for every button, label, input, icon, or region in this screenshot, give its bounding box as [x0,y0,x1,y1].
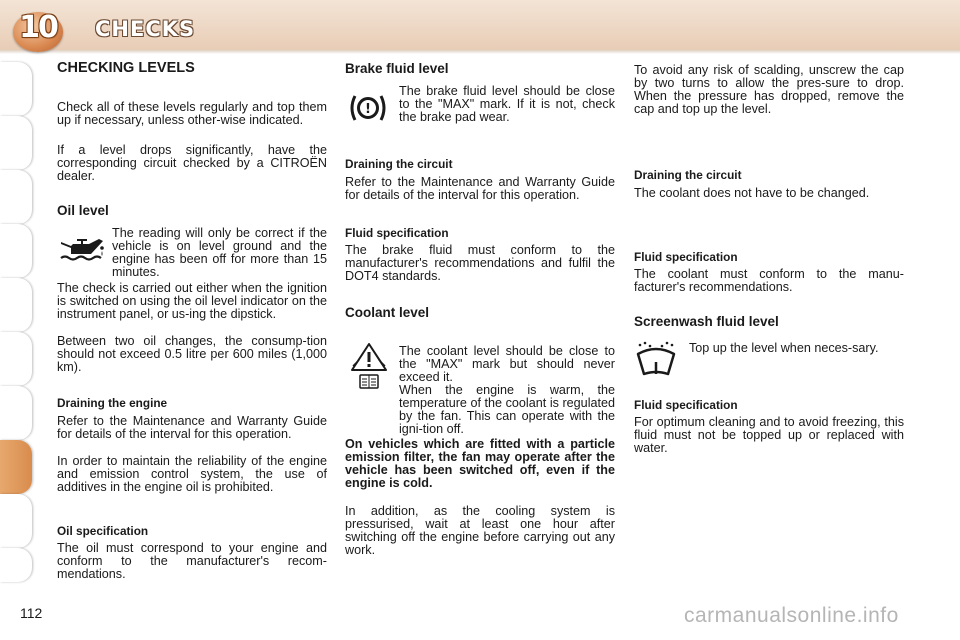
chapter-tab-active[interactable] [0,440,32,494]
coolant-warning-paragraph: On vehicles which are fitted with a particle emission filter, the fan may operate after the vehicle has been switched off, even if the engine is cold. [345,437,615,490]
coolant-spec-paragraph: The coolant must conform to the manu-facturer's recommendations. [634,267,904,294]
chapter-tab[interactable] [0,170,32,224]
oil-level-heading: Oil level [57,203,109,218]
oil-spec-heading: Oil specification [57,524,149,538]
coolant-paragraph: When the engine is warm, the temperature of the coolant is regulated by the fan. This can operate with the igni-tion off. [399,383,615,436]
drain-paragraph: The coolant does not have to be changed. [634,186,870,200]
draining-circuit-heading: Draining the circuit [345,157,453,171]
brake-fluid-heading: Brake fluid level [345,61,449,76]
chapter-title: CHECKS [95,17,196,41]
chapter-tab[interactable] [0,278,32,332]
screenwash-spec-heading: Fluid specification [634,398,738,412]
brake-spec-heading: Fluid specification [345,226,449,240]
oil-spec-paragraph: The oil must correspond to your engine and conform to the manufacturer's recom-mendations. [57,541,327,581]
page-number: 112 [20,605,43,621]
intro-paragraph: Check all of these levels regularly and top them up if necessary, unless other-wise indicated. [57,100,327,127]
coolant-paragraph: The coolant level should be close to the "MAX" mark but should never exceed it. [399,344,615,384]
chapter-tab[interactable] [0,116,32,170]
chapter-tab[interactable] [0,386,32,440]
drain-paragraph: Refer to the Maintenance and Warranty Guide for details of the interval for this operation. [57,414,327,441]
chapter-tab[interactable] [0,62,32,116]
chapter-number: 10 [19,10,57,45]
section-heading: CHECKING LEVELS [57,60,195,76]
intro-paragraph: If a level drops significantly, have the corresponding circuit checked by a CITROËN dealer. [57,143,327,183]
chapter-tab[interactable] [0,224,32,278]
oil-paragraph: Between two oil changes, the consump-tion should not exceed 0.5 litre per 600 miles (1,000 km). [57,334,327,374]
svg-text:!: ! [365,102,371,117]
draining-circuit-heading: Draining the circuit [634,168,742,182]
chapter-tab[interactable] [0,548,32,582]
brake-spec-paragraph: The brake fluid must conform to the manufacturer's recommendations and fulfil the DOT4 standards. [345,243,615,283]
coolant-heading: Coolant level [345,305,430,320]
chapter-tabs [0,62,34,582]
screenwash-paragraph: Top up the level when neces-sary. [689,341,879,355]
draining-engine-heading: Draining the engine [57,396,168,410]
oil-paragraph: The reading will only be correct if the vehicle is on level ground and the engine has been off for more than 15 minutes. [112,226,327,279]
chapter-tab[interactable] [0,494,32,548]
watermark: carmanualsonline.info [684,604,899,627]
oil-paragraph: The check is carried out either when the ignition is switched on using the oil level indicator on the instrument panel, or us-ing the dipstick. [57,281,327,321]
scald-paragraph: To avoid any risk of scalding, unscrew the cap by two turns to allow the pres-sure to drop. When the pressure has dropped, remove the cap and top up the level. [634,63,904,116]
coolant-spec-heading: Fluid specification [634,250,738,264]
header-shadow [0,50,960,54]
screenwash-spec-paragraph: For optimum cleaning and to avoid freezing, this fluid must not be topped up or replaced with water. [634,415,904,455]
drain-paragraph: Refer to the Maintenance and Warranty Guide for details of the interval for this operation. [345,175,615,202]
screenwash-heading: Screenwash fluid level [634,314,779,329]
brake-paragraph: The brake fluid level should be close to the "MAX" mark. If it is not, check the brake pad wear. [399,84,615,124]
chapter-tab[interactable] [0,332,32,386]
coolant-paragraph: In addition, as the cooling system is pressurised, wait at least one hour after switching off the engine before carrying out any work. [345,504,615,557]
drain-paragraph: In order to maintain the reliability of the engine and emission control system, the use of additives in the engine oil is prohibited. [57,454,327,494]
